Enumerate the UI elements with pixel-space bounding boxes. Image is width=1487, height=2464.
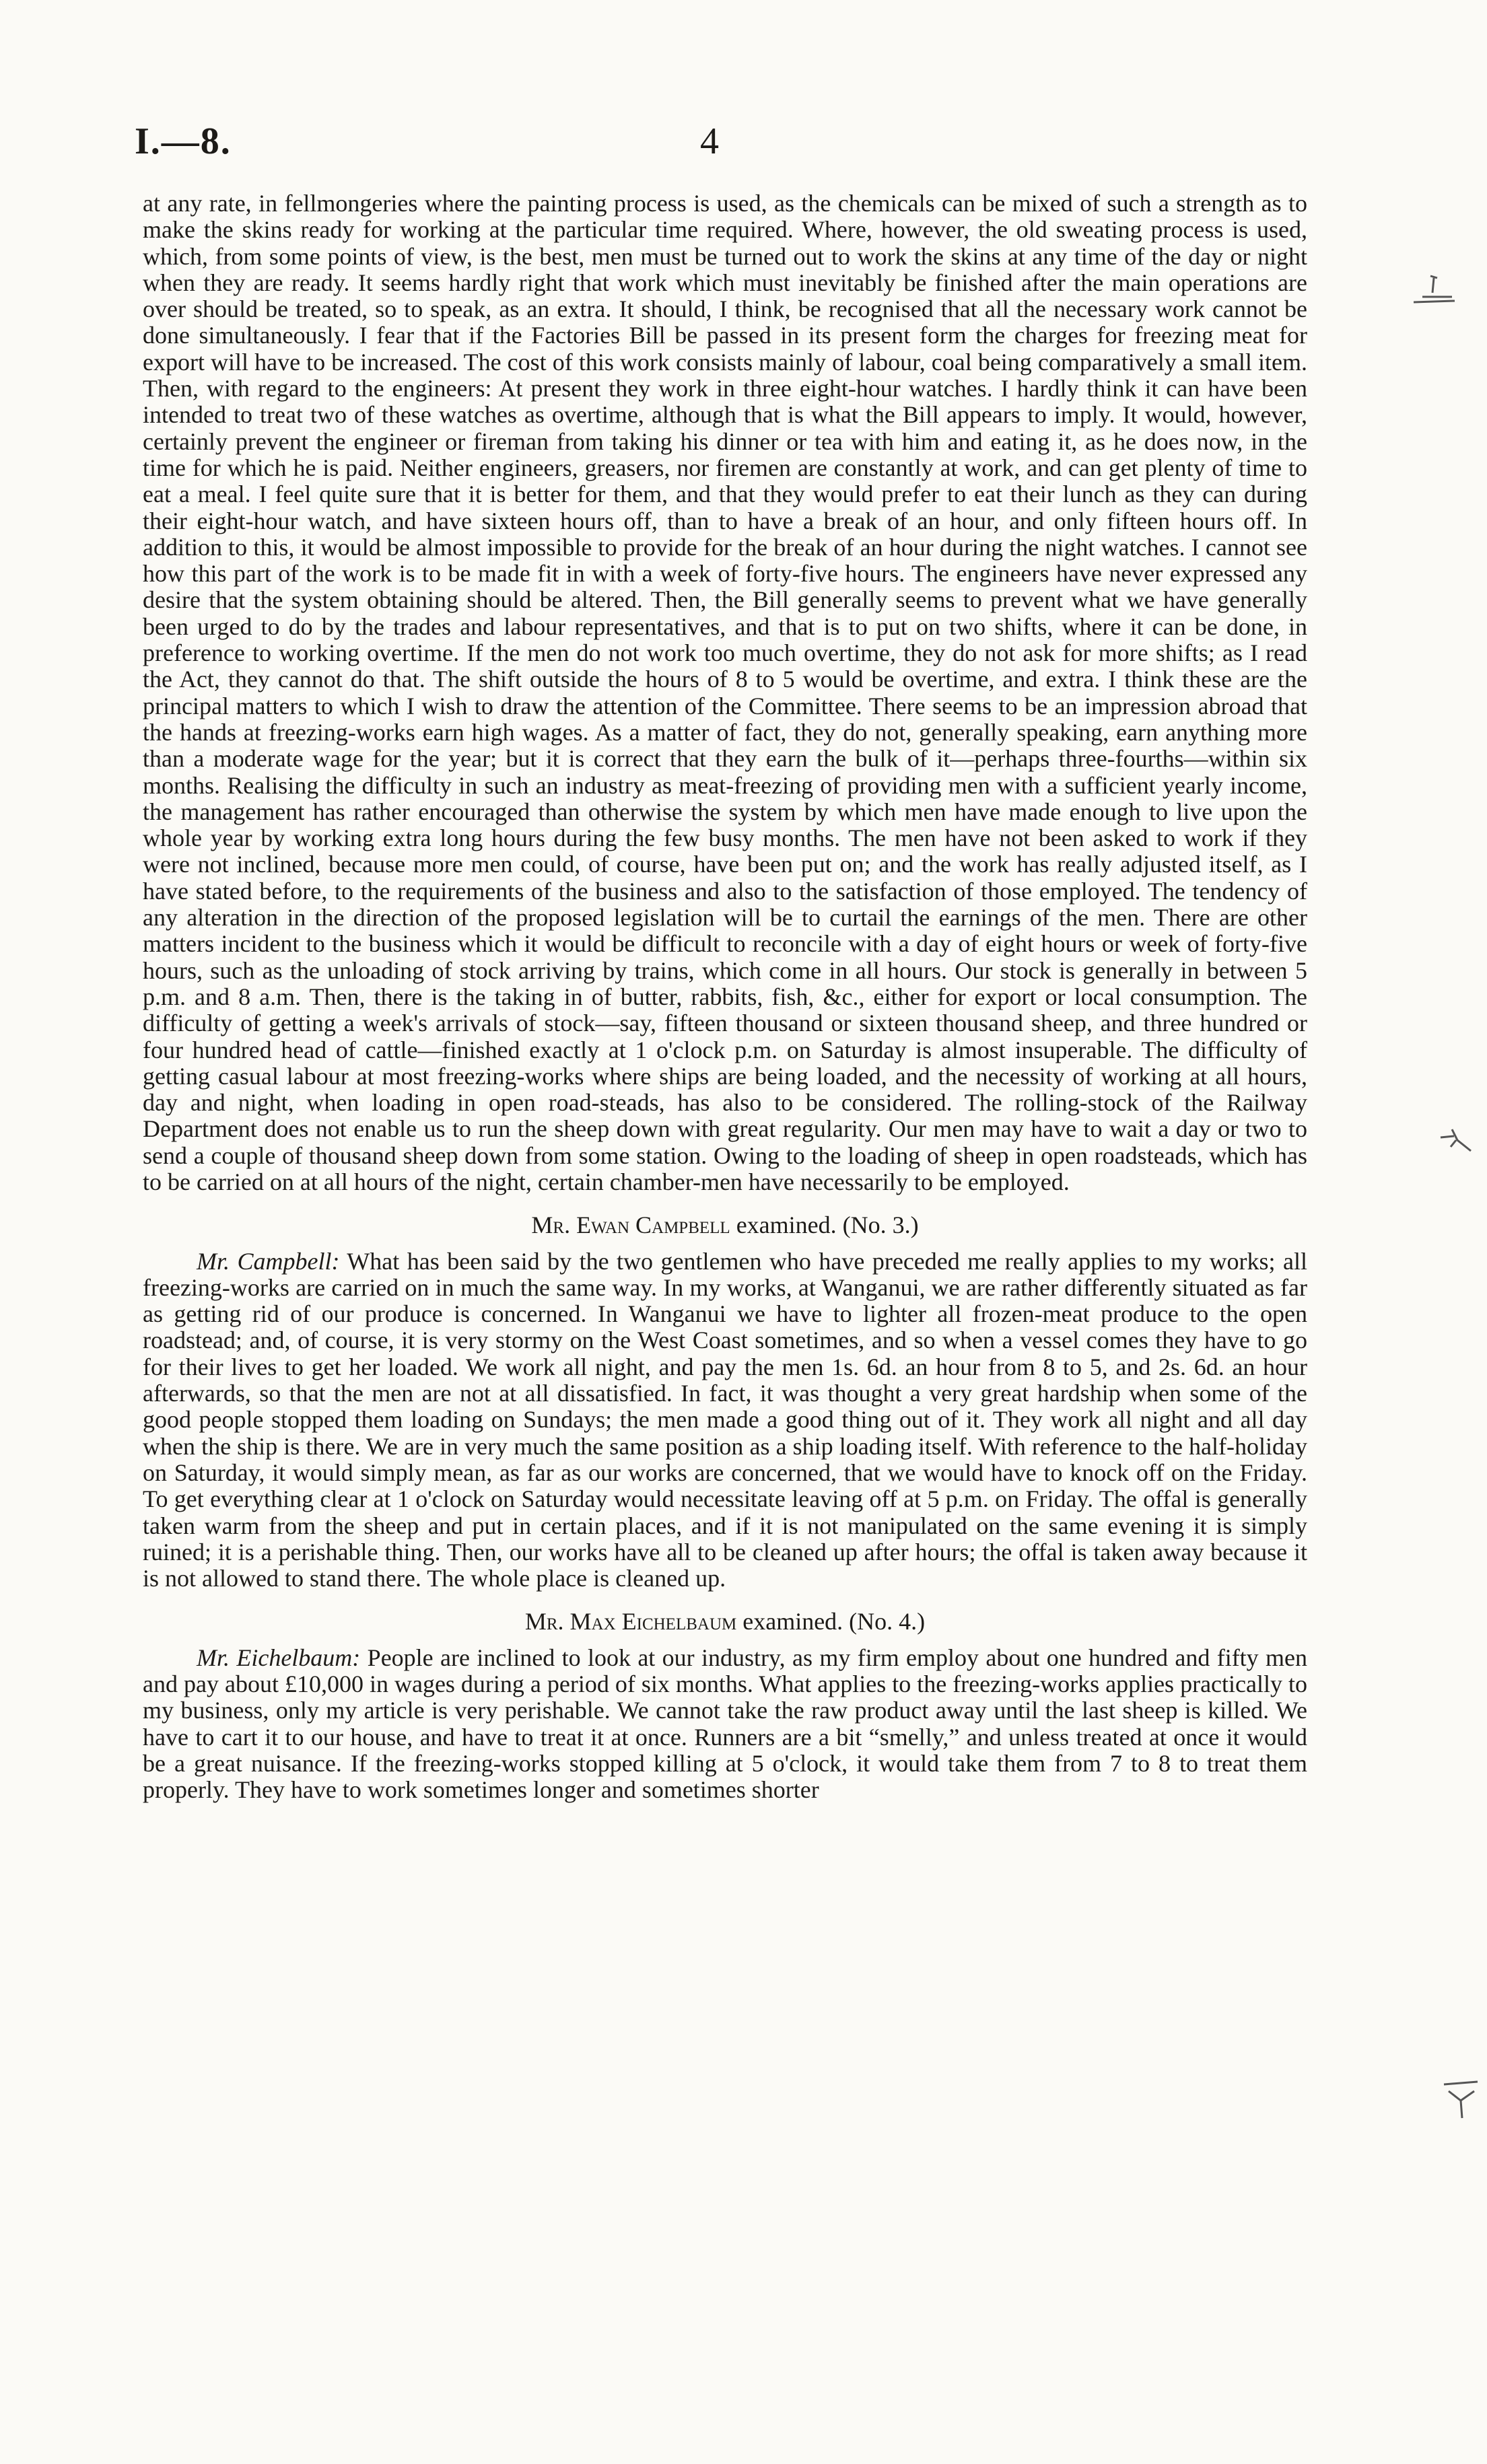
paragraph-campbell <box>143 1248 1307 1592</box>
section-heading-eichelbaum <box>143 1609 1307 1635</box>
testimony-text: People are inclined to look at our industry, as my firm employ about one hundred and fifty men and pay about £10,000 in wages during a period of six months. What applies to the freezing-works applies practically to my business, only my article is very perishable. We cannot take the raw product away until the last sheep is killed. We have to cart it to our house, and have to treat it at once. Runners are a bit “smelly,” and unless treated at once it would be a great nuisance. If the freezing-works stopped killing at 5 o'clock, it would take them from 7 to 8 to treat them properly. They have to work sometimes longer and sometimes shorter <box>143 1644 1308 1804</box>
margin-pencil-mark-icon <box>1437 1124 1478 1164</box>
margin-pencil-mark-icon <box>1441 2076 1481 2123</box>
section-heading-campbell <box>143 1212 1307 1238</box>
heading-examined: examined. (No. 3.) <box>736 1211 919 1239</box>
page-header <box>0 120 1487 167</box>
margin-pencil-mark-icon <box>1410 273 1457 320</box>
paragraph-fellmongeries: at any rate, in fellmongeries where the painting process is used, as the chemicals can be mixed of such a strength as to make the skins ready for working at the particular time required. Where, however, the old sweating process is used, which, from some points of view, is the best, men must be turned out to work the skins at any time of the day or night when they are ready. It seems hardly right that work which must inevitably be finished after the main operations are over should be treated, so to speak, as an extra. It should, I think, be recognised that all the necessary work cannot be done simultaneously. I fear that if the Factories Bill be passed in its present form the charges for freezing meat for export will have to be increased. The cost of this work consists mainly of labour, coal being comparatively a small item. Then, with regard to the engineers: At present they work in three eight-hour watches. I hardly think it can have been intended to treat two of these watches as overtime, although that is what the Bill appears to imply. It would, however, certainly prevent the engineer or fireman from taking his dinner or tea with him and eating it, as he does now, in the time for which he is paid. Neither engineers, greasers, nor firemen are constantly at work, and can get plenty of time to eat a meal. I feel quite sure that it is better for them, and that they would prefer to eat their lunch as they can during their eight-hour watch, and have sixteen hours off, than to have a break of an hour, and only fifteen hours off. In addition to this, it would be almost impossible to provide for the break of an hour during the night watches. I cannot see how this part of the work is to be made fit in with a week of forty-five hours. The engineers have never expressed any desire that the system obtaining should be altered. Then, the Bill generally seems to prevent what we have generally been urged to do by the trades and labour representatives, and that is to put on two shifts, where it can be done, in preference to working overtime. If the men do not work too much overtime, they do not ask for more shifts; as I read the Act, they cannot do that. The shift outside the hours of 8 to 5 would be overtime, and extra. I think these are the principal matters to which I wish to draw the attention of the Committee. There seems to be an impression abroad that the hands at freezing-works earn high wages. As a matter of fact, they do not, generally speaking, earn anything more than a moderate wage for the year; but it is correct that they earn the bulk of it—perhaps three-fourths—within six months. Realising the difficulty in such an industry as meat-freezing of providing men with a sufficient yearly income, the management has rather encouraged than otherwise the system by which men have made enough to live upon the whole year by working extra long hours during the few busy months. The men have not been asked to work if they were not inclined, because more men could, of course, have been put on; and the work has really adjusted itself, as I have stated before, to the requirements of the business and also to the satisfaction of those employed. The tendency of any alteration in the direction of the proposed legislation will be to curtail the earnings of the men. There are other matters incident to the business which it would be difficult to reconcile with a day of eight hours or week of forty-five hours, such as the unloading of stock arriving by trains, which come in all hours. Our stock is generally in between 5 p.m. and 8 a.m. Then, there is the taking in of butter, rabbits, fish, &c., either for export or local consumption. The difficulty of getting a week's arrivals of stock—say, fifteen thousand or sixteen thousand sheep, and three hundred or four hundred head of cattle—finished exactly at 1 o'clock p.m. on Saturday is almost insuperable. The difficulty of getting casual labour at most freezing-works where ships are being loaded, and the necessity of working at all hours, day and night, when loading in open road-steads, has also to be considered. The rolling-stock of the Railway Department does not enable us to run the sheep down with great regularity. Our men may have to wait a day or two to send a couple of thousand sheep down from some station. Owing to the loading of sheep in open roadsteads, which has to be carried on at all hours of the night, certain chamber-men have necessarily to be employed. <box>143 190 1307 1195</box>
document-reference: I.—8. <box>135 120 232 162</box>
page-number: 4 <box>700 120 719 162</box>
speaker-label: Mr. Campbell: <box>197 1247 340 1275</box>
speaker-label: Mr. Eichelbaum: <box>197 1644 361 1671</box>
heading-examined: examined. (No. 4.) <box>742 1608 926 1635</box>
testimony-text: What has been said by the two gentlemen who have preceded me really applies to my works; all freezing-works are carried on in much the same way. In my works, at Wanganui, we are rather differently situated as far as getting rid of our produce is concerned. In Wanganui we have to lighter all frozen-meat produce to the open roadstead; and, of course, it is very stormy on the West Coast sometimes, and so when a vessel comes they have to go for their lives to get her loaded. We work all night, and pay the men 1s. 6d. an hour from 8 to 5, and 2s. 6d. an hour afterwards, so that the men are not at all dissatisfied. In fact, it was thought a very great hardship when some of the good people stopped them loading on Sundays; the men made a good thing out of it. They work all night and all day when the ship is there. We are in very much the same position as a ship loading itself. With reference to the half-holiday on Saturday, it would simply mean, as far as our works are concerned, that we would have to knock off on the Friday. To get everything clear at 1 o'clock on Saturday would necessitate leaving off at 5 p.m. on Friday. The offal is generally taken warm from the sheep and put in certain places, and if it is not manipulated on the same evening it is simply ruined; it is a perishable thing. Then, our works have all to be cleaned up after hours; the offal is taken away because it is not allowed to stand there. The whole place is cleaned up. <box>143 1247 1307 1592</box>
paragraph-eichelbaum <box>143 1645 1307 1804</box>
page-body <box>143 190 1307 1804</box>
heading-witness-name: Mr. Max Eichelbaum <box>524 1608 737 1635</box>
heading-witness-name: Mr. Ewan Campbell <box>531 1211 730 1239</box>
